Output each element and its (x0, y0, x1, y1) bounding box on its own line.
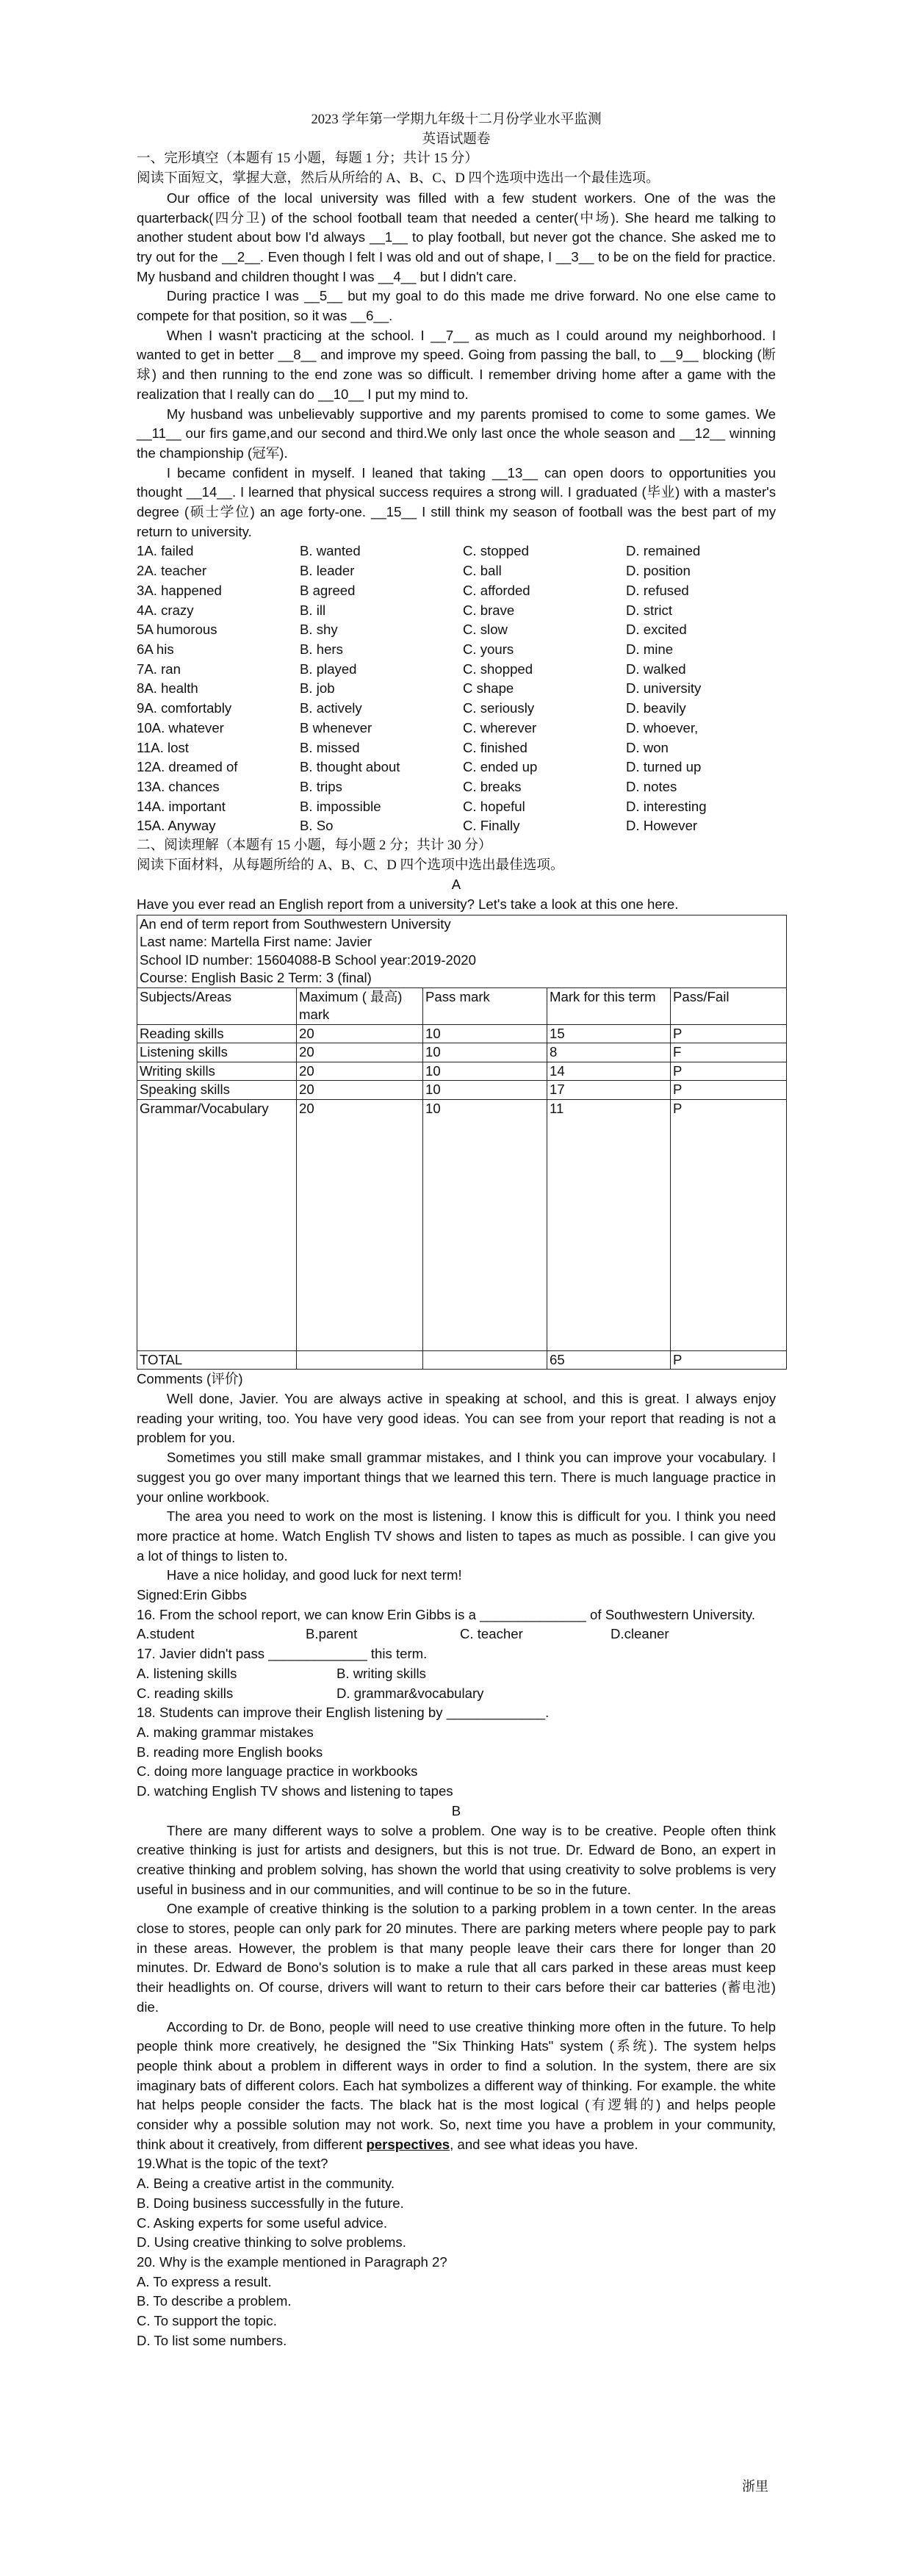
cloze-option: 11A. lost (137, 739, 189, 755)
cloze-option: D. position (626, 563, 691, 579)
cloze-option: B. job (300, 680, 335, 697)
cloze-option: B. hers (300, 641, 343, 657)
table-cell: Writing skills (137, 1062, 297, 1081)
cloze-option: D. whoever, (626, 719, 699, 735)
option: B. writing skills (336, 1665, 426, 1681)
cloze-option: C. ended up (463, 759, 538, 775)
report-title: An end of term report from Southwestern University (140, 915, 451, 932)
cloze-option: 5A humorous (137, 622, 217, 638)
cloze-option: 13A. chances (137, 778, 220, 794)
table-cell: 17 (547, 1081, 671, 1100)
option: C. teacher (460, 1626, 523, 1642)
report-name: Last name: Martella First name: Javier (140, 934, 372, 950)
cloze-option: 7A. ran (137, 661, 181, 677)
exam-title: 2023 学年第一学期九年级十二月份学业水平监测 (311, 112, 602, 127)
question-17: 17. Javier didn't pass _____________ this term. (137, 1646, 428, 1662)
question-17-options (137, 1664, 776, 1684)
table-cell: 10 (423, 1081, 547, 1100)
cloze-paragraph: My husband was unbelievably supportive and my parents promised to come to some games. We __11__ our firs game,and our second and third.We only last once the whole season and __12__ winning the championship (冠军). (137, 406, 776, 461)
section2-heading: 二、阅读理解（本题有 15 小题，每小题 2 分；共计 30 分） (137, 838, 492, 854)
cloze-option: C. hopeful (463, 798, 525, 814)
question-16: 16. From the school report, we can know Erin Gibbs is a ______________ of Southwestern University. (137, 1606, 755, 1622)
table-cell: 20 (297, 1099, 423, 1350)
option: B. reading more English books (137, 1744, 323, 1760)
table-cell: 20 (297, 1024, 423, 1043)
cloze-option: D. notes (626, 778, 677, 794)
question-19: 19.What is the topic of the text? (137, 2156, 328, 2172)
table-cell: 14 (547, 1062, 671, 1081)
report-id: School ID number: 15604088-B School year:2019-2020 (140, 951, 476, 968)
table-cell (297, 1350, 423, 1370)
cloze-option: D. university (626, 680, 702, 697)
cloze-option: D. walked (626, 661, 686, 677)
cloze-option: D. mine (626, 641, 674, 657)
table-row (137, 1099, 787, 1350)
option: B.parent (306, 1626, 358, 1642)
table-cell: 11 (547, 1099, 671, 1350)
cloze-paragraph: When I wasn't practicing at the school. I __7__ as much as I could around my neighborhood. I wanted to get in better __8__ and improve my speed. Going from passing the ball, to __9__ blocking (断球) and then running to the end zone was so difficult. I remember driving home after a game with the realization that I really can do __10__ I put my mind to. (137, 327, 776, 402)
table-cell: P (671, 1024, 787, 1043)
option: D. grammar&vocabulary (336, 1685, 484, 1701)
cloze-option: D. strict (626, 602, 673, 618)
passage-paragraph: There are many different ways to solve a problem. One way is to be creative. People often think creative thinking is just for artists and designers, but this is not true. Dr. Edward de Bono, an expert in creative thinking and problem solving, has shown the world that using creativity to solve problems is very useful in business and in our communities, and will continue to be so in the future. (137, 1822, 776, 1897)
cloze-option: C. shopped (463, 661, 533, 677)
comment-paragraph: Well done, Javier. You are always active in speaking at school, and this is great. I always enjoy reading your writing, too. You have very good ideas. You can see from your report that reading is not a problem for you. (137, 1391, 776, 1446)
cloze-option: D. won (626, 739, 669, 755)
option: C. reading skills (137, 1685, 234, 1701)
option: A. To express a result. (137, 2273, 272, 2289)
cloze-option: B. trips (300, 778, 342, 794)
report-info-row (137, 915, 787, 987)
cloze-option: B. missed (300, 739, 360, 755)
cloze-option: C. ball (463, 563, 502, 579)
cloze-option: B agreed (300, 582, 356, 598)
table-cell: 10 (423, 1099, 547, 1350)
table-cell: 10 (423, 1043, 547, 1062)
cloze-option: D. turned up (626, 759, 702, 775)
cloze-option: C. brave (463, 602, 515, 618)
cloze-option: B. played (300, 661, 357, 677)
cloze-option: B. leader (300, 563, 355, 579)
passage-text: , and see what ideas you have. (450, 2136, 638, 2152)
cloze-option: D. beavily (626, 700, 686, 716)
comments-label: Comments (评价) (137, 1371, 243, 1387)
table-cell: Speaking skills (137, 1081, 297, 1100)
part-a-intro: Have you ever read an English report from a university? Let's take a look at this one here. (137, 896, 679, 913)
cloze-option: C shape (463, 680, 514, 697)
cloze-option: 6A his (137, 641, 174, 657)
table-cell: 8 (547, 1043, 671, 1062)
table-cell: 20 (297, 1062, 423, 1081)
footer-mark: 浙里 (742, 2479, 768, 2494)
cloze-option: 10A. whatever (137, 719, 224, 735)
cloze-option: D. interesting (626, 798, 707, 814)
cloze-option: 14A. important (137, 798, 226, 814)
table-cell: 20 (297, 1043, 423, 1062)
question-20: 20. Why is the example mentioned in Paragraph 2? (137, 2253, 447, 2270)
comment-paragraph: Sometimes you still make small grammar mistakes, and I think you can improve your vocabulary. I suggest you go over many important things that we learned this tern. There is much language practice in your online workbook. (137, 1450, 776, 1505)
exam-content (137, 110, 776, 2350)
cloze-option: 15A. Anyway (137, 818, 216, 834)
cloze-option: B. So (300, 818, 334, 834)
comment-paragraph: The area you need to work on the most is listening. I know this is difficult for you. I think you need more practice at home. Watch English TV shows and listen to tapes as much as possible. I can give you a lot of things to listen to. (137, 1508, 776, 1564)
cloze-paragraph: Our office of the local university was filled with a few student workers. One of the was the quarterback(四分卫) of the school football team that needed a center(中场). She heard me talking to another student about bow I'd always __1__ to play football, but never got the chance. She asked me to try out for the __2__. Even though I felt I was old and out of shape, I __3__ to be on the field for practice. My husband and children thought I was __4__ but I didn't care. (137, 190, 776, 284)
option: A. listening skills (137, 1665, 237, 1681)
option: A. making grammar mistakes (137, 1724, 314, 1740)
option: B. Doing business successfully in the future. (137, 2195, 404, 2211)
header-cell: Maximum ( 最高) mark (297, 987, 423, 1024)
table-cell: 10 (423, 1024, 547, 1043)
table-cell: 20 (297, 1081, 423, 1100)
option: B. To describe a problem. (137, 2293, 292, 2309)
cloze-option: 4A. crazy (137, 602, 194, 618)
report-header-row (137, 987, 787, 1024)
cloze-option: B whenever (300, 719, 372, 735)
cloze-option: 8A. health (137, 680, 198, 697)
cloze-options (137, 542, 776, 836)
table-cell: TOTAL (137, 1350, 297, 1370)
signature: Signed:Erin Gibbs (137, 1587, 247, 1603)
cloze-option: C. wherever (463, 719, 537, 735)
cloze-option: C. afforded (463, 582, 530, 598)
option: D. Using creative thinking to solve problems. (137, 2234, 406, 2251)
table-cell (423, 1350, 547, 1370)
cloze-option: D. However (626, 818, 698, 834)
table-row (137, 1062, 787, 1081)
cloze-option: 3A. happened (137, 582, 222, 598)
table-cell: F (671, 1043, 787, 1062)
cloze-option: C. breaks (463, 778, 522, 794)
cloze-option: B. wanted (300, 543, 361, 559)
table-cell: P (671, 1350, 787, 1370)
header-cell: Subjects/Areas (137, 987, 297, 1024)
header-cell: Pass mark (423, 987, 547, 1024)
option: C. To support the topic. (137, 2313, 277, 2329)
comment-paragraph: Have a nice holiday, and good luck for next term! (166, 1567, 462, 1583)
cloze-option: B. impossible (300, 798, 381, 814)
cloze-option: B. shy (300, 622, 338, 638)
report-table (137, 915, 787, 1370)
table-cell: Reading skills (137, 1024, 297, 1043)
table-row (137, 1043, 787, 1062)
question-16-options (137, 1625, 776, 1644)
cloze-option: C. slow (463, 622, 508, 638)
option: D. To list some numbers. (137, 2332, 287, 2348)
exam-subtitle: 英语试题卷 (422, 131, 491, 147)
passage-paragraph (137, 2018, 776, 2155)
table-row (137, 1081, 787, 1100)
report-course: Course: English Basic 2 Term: 3 (final) (140, 970, 372, 986)
table-cell: 15 (547, 1024, 671, 1043)
option: D.cleaner (611, 1626, 669, 1642)
question-18: 18. Students can improve their English listening by _____________. (137, 1705, 550, 1721)
cloze-option: D. remained (626, 543, 701, 559)
section1-heading: 一、完形填空（本题有 15 小题，每题 1 分；共计 15 分） (137, 151, 478, 167)
cloze-option: C. Finally (463, 818, 520, 834)
cloze-option: D. refused (626, 582, 689, 598)
option: D. watching English TV shows and listening to tapes (137, 1783, 453, 1799)
cloze-option: C. seriously (463, 700, 535, 716)
cloze-option: 12A. dreamed of (137, 759, 238, 775)
question-17-options (137, 1684, 776, 1704)
option: A. Being a creative artist in the community. (137, 2176, 395, 2192)
cloze-option: C. yours (463, 641, 514, 657)
table-cell: P (671, 1062, 787, 1081)
cloze-option: B. thought about (300, 759, 400, 775)
cloze-option: B. actively (300, 700, 362, 716)
part-b-label: B (451, 1802, 461, 1818)
cloze-option: B. ill (300, 602, 326, 618)
table-cell: 65 (547, 1350, 671, 1370)
cloze-option: C. finished (463, 739, 527, 755)
table-cell: 10 (423, 1062, 547, 1081)
underlined-word: perspectives (366, 2136, 450, 2152)
passage-text: According to Dr. de Bono, people will need to use creative thinking more often in the future. To help people think more creatively, he designed the "Six Thinking Hats" system (系统). The system helps people think about a problem in different ways in order to find a solution. In the system, there are six imaginary bats of different colors. Each hat symbolizes a different way of thinking. For example. the white hat helps people consider the facts. The black hat is the most logical (有逻辑的) and helps people consider why a possible solution may not work. So, next time you have a problem in your community, think about it creatively, from different (137, 2018, 776, 2152)
option: C. doing more language practice in workbooks (137, 1763, 418, 1780)
cloze-option: D. excited (626, 622, 687, 638)
section1-instruction: 阅读下面短文，掌握大意，然后从所给的 A、B、C、D 四个选项中选出一个最佳选项。 (137, 170, 660, 187)
option: A.student (137, 1626, 195, 1642)
cloze-option: 2A. teacher (137, 563, 207, 579)
table-cell: P (671, 1081, 787, 1100)
table-total-row (137, 1350, 787, 1370)
cloze-option: 1A. failed (137, 543, 194, 559)
section2-instruction: 阅读下面材料，从每题所给的 A、B、C、D 四个选项中选出最佳选项。 (137, 857, 564, 873)
option: C. Asking experts for some useful advice. (137, 2215, 388, 2231)
header-cell: Pass/Fail (671, 987, 787, 1024)
cloze-option: 9A. comfortably (137, 700, 232, 716)
cloze-option: C. stopped (463, 543, 529, 559)
cloze-paragraph: I became confident in myself. I leaned that taking __13__ can open doors to opportunities you thought __14__. I learned that physical success requires a strong will. I graduated (毕业) with a master's degree (硕士学位) an age forty-one. __15__ I still think my season of football was the best part of my return to university. (137, 464, 776, 539)
table-cell: Grammar/Vocabulary (137, 1099, 297, 1350)
table-row (137, 1024, 787, 1043)
passage-paragraph: One example of creative thinking is the solution to a parking problem in a town center. In the areas close to stores, people can only park for 20 minutes. There are parking meters where people pay to park in these areas. However, the problem is that many people leave their cars there for longer than 20 minutes. Dr. Edward de Bono's solution is to make a rule that all cars parked in these areas must keep their headlights on. Of course, drivers will want to return to their cars before their car batteries (蓄电池) die. (137, 1901, 776, 2015)
table-cell: Listening skills (137, 1043, 297, 1062)
part-a-label: A (451, 877, 461, 893)
table-cell: P (671, 1099, 787, 1350)
cloze-paragraph: During practice I was __5__ but my goal to do this made me drive forward. No one else came to compete for that position, so it was __6__. (137, 288, 776, 324)
header-cell: Mark for this term (547, 987, 671, 1024)
